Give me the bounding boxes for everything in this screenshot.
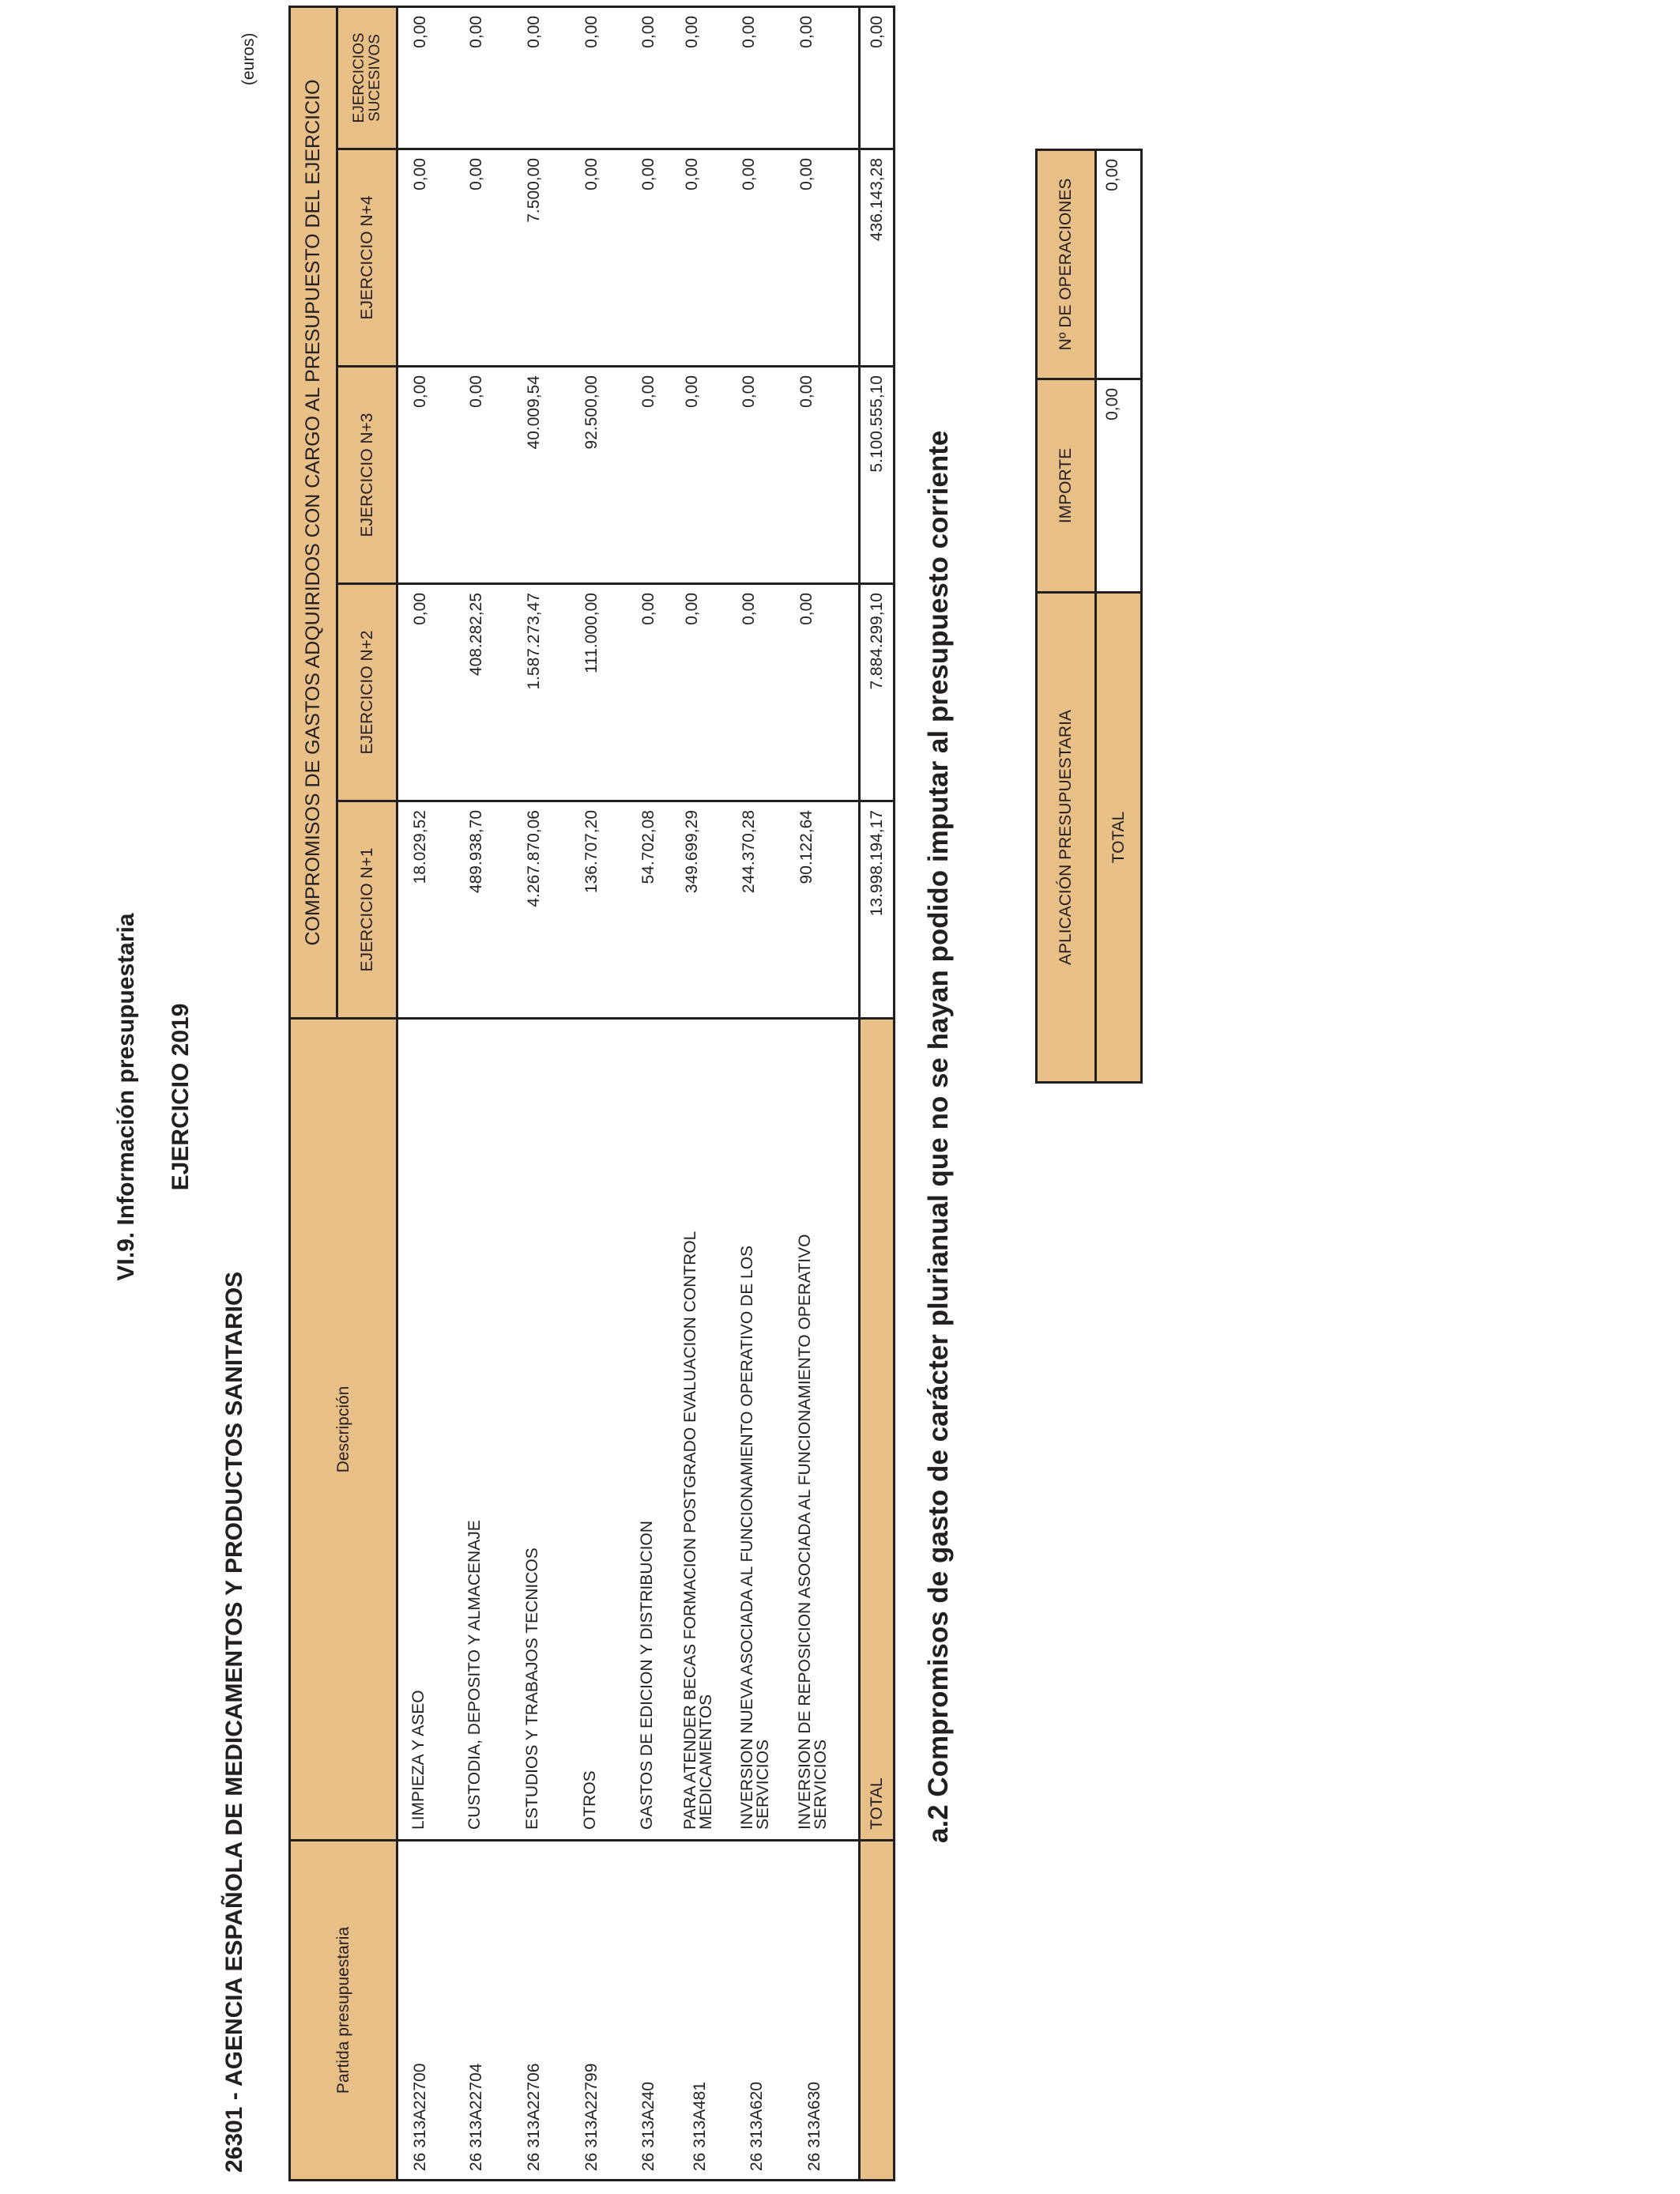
sucesivos-column [397,6,860,149]
value-cell-suc: 0,00 [411,15,429,48]
partida-code: 481 [691,2081,709,2109]
partida-cell [691,1842,710,2179]
value-cell-n2: 0,00 [797,593,816,625]
value-cell-n3: 92.500,00 [582,375,601,450]
value-cell-n2: 0,00 [683,593,701,625]
partida-code: 22706 [525,2063,543,2109]
partida-program: 26 313A [639,2109,657,2171]
total-label: TOTAL [860,1019,895,1841]
table2-total-operaciones: 0,00 [1096,150,1142,379]
table2-total-label: TOTAL [1096,593,1142,1083]
description-line: ESTUDIOS Y TRABAJOS TECNICOS [523,1547,541,1830]
partida-cell [582,1842,601,2179]
value-cell-n3: 0,00 [683,375,701,408]
partida-code: 22704 [467,2063,485,2109]
section-title: VI.9. Información presupuestaria [113,913,139,1281]
partida-code: 22700 [411,2063,429,2109]
value-cell-n3: 40.009,54 [525,375,543,450]
header-sucesivos-l1: EJERCICIOS [350,32,367,123]
header-descripcion: Descripción [290,1019,397,1841]
value-cell-n4: 0,00 [467,158,485,190]
value-cell-suc: 0,00 [683,15,701,48]
value-cell-n1: 349.699,29 [683,810,701,894]
partida-program: 26 313A [525,2109,543,2171]
header-group: COMPROMISOS DE GASTOS ADQUIRIDOS CON CARGO AL PRESUPUESTO DEL EJERCICIO [290,6,337,1018]
description-line: CUSTODIA, DEPOSITO Y ALMACENAJE [465,1520,484,1830]
header-operaciones: Nº DE OPERACIONES [1037,150,1096,379]
value-cell-n3: 0,00 [797,375,816,408]
n4-column [397,149,860,367]
header-n2: EJERCICIO N+2 [337,584,397,801]
unit-label: (euros) [239,32,258,85]
value-cell-n1: 90.122,64 [797,810,816,884]
total-n3: 5.100.555,10 [860,367,895,584]
value-cell-n1: 489.938,70 [467,810,485,894]
header-aplicacion: APLICACIÓN PRESUPUESTARIA [1037,593,1096,1083]
value-cell-n2: 0,00 [740,593,758,625]
value-cell-n3: 0,00 [740,375,758,408]
value-cell-n3: 0,00 [639,375,657,408]
partida-program: 26 313A [582,2109,601,2171]
value-cell-n3: 0,00 [467,375,485,408]
value-cell-suc: 0,00 [467,15,485,48]
value-cell-n2: 0,00 [639,593,657,625]
partida-code: 240 [639,2081,657,2109]
partida-program: 26 313A [805,2109,823,2171]
partida-program: 26 313A [411,2109,429,2171]
value-cell-suc: 0,00 [797,15,816,48]
partida-cell [525,1842,544,2179]
value-cell-suc: 0,00 [525,15,543,48]
descripcion-column [397,1019,860,1841]
plurianual-table [1035,149,1143,1084]
value-cell-suc: 0,00 [582,15,601,48]
value-cell-n4: 0,00 [582,158,601,190]
partida-program: 26 313A [467,2109,485,2171]
description-line: SERVICIOS [754,1740,772,1830]
value-cell-n4: 0,00 [740,158,758,190]
partida-program: 26 313A [748,2109,766,2171]
partida-program: 26 313A [691,2109,709,2171]
n3-column [397,367,860,584]
value-cell-n1: 4.267.870,06 [525,810,543,907]
partida-column [397,1841,860,2181]
total-sucesivos: 0,00 [860,6,895,149]
year-title: EJERCICIO 2019 [168,1003,194,1191]
value-cell-n4: 0,00 [411,158,429,190]
header-importe: IMPORTE [1037,379,1096,593]
header-sucesivos-l2: SUCESIVOS [366,34,383,122]
value-cell-n4: 0,00 [683,158,701,190]
total-n1: 13.998.194,17 [860,801,895,1019]
value-cell-n1: 136.707,20 [582,810,601,894]
value-cell-n1: 244.370,28 [740,810,758,894]
value-cell-n3: 0,00 [411,375,429,408]
description-line: INVERSION NUEVA ASOCIADA AL FUNCIONAMIENTO OPERATIVO DE LOS [738,1245,756,1830]
value-cell-n2: 1.587.273,47 [525,593,543,690]
agency-title: 26301 - AGENCIA ESPAÑOLA DE MEDICAMENTOS Y PRODUCTOS SANITARIOS [221,1271,247,2173]
header-n1: EJERCICIO N+1 [337,801,397,1019]
value-cell-suc: 0,00 [740,15,758,48]
n2-column [397,584,860,801]
description-line: OTROS [581,1770,599,1830]
partida-code: 620 [748,2081,766,2109]
value-cell-n1: 54.702,08 [639,810,657,884]
header-n3: EJERCICIO N+3 [337,367,397,584]
value-cell-n4: 7.500,00 [525,158,543,223]
partida-code: 630 [805,2081,823,2109]
value-cell-suc: 0,00 [639,15,657,48]
partida-cell [639,1842,658,2179]
value-cell-n2: 408.282,25 [467,593,485,677]
total-partida-cell [860,1841,895,2181]
value-cell-n1: 18.029,52 [411,810,429,884]
partida-cell [411,1842,430,2179]
value-cell-n4: 0,00 [797,158,816,190]
partida-cell [805,1842,824,2179]
value-cell-n4: 0,00 [639,158,657,190]
table2-total-importe: 0,00 [1096,379,1142,593]
total-n4: 436.143,28 [860,149,895,367]
total-n2: 7.884.299,10 [860,584,895,801]
section-a2-title: a.2 Compromisos de gasto de carácter plurianual que no se hayan podido imputar al presupuesto corriente [923,430,954,1843]
value-cell-n2: 0,00 [411,593,429,625]
header-partida: Partida presupuestaria [290,1841,397,2181]
description-line: GASTOS DE EDICION Y DISTRIBUCION [638,1521,656,1830]
description-line: MEDICAMENTOS [697,1694,715,1830]
commitments-table [288,6,895,2181]
partida-code: 22799 [582,2063,601,2109]
partida-cell [467,1842,486,2179]
description-line: LIMPIEZA Y ASEO [409,1690,428,1830]
description-line: PARA ATENDER BECAS FORMACION POSTGRADO EVALUACION CONTROL [681,1231,699,1830]
value-cell-n2: 111.000,00 [582,593,601,673]
header-sucesivos [337,6,397,149]
header-n4: EJERCICIO N+4 [337,149,397,367]
n1-column [397,801,860,1019]
partida-cell [748,1842,767,2179]
description-line: SERVICIOS [812,1740,830,1830]
description-line: INVERSION DE REPOSICION ASOCIADA AL FUNCIONAMIENTO OPERATIVO [796,1234,814,1830]
